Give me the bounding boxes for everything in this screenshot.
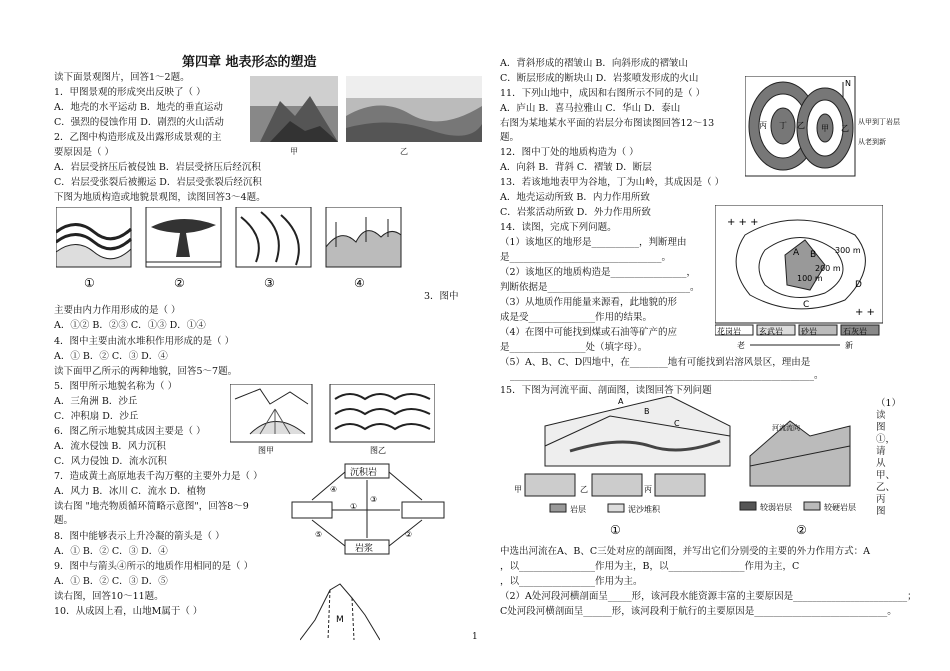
text-line: 是________________处（填字母）。 — [500, 342, 648, 353]
text-line: 1．甲图景观的形成突出反映了（ ） — [54, 87, 206, 98]
text-line: 题。 — [54, 515, 74, 526]
fold-label: 甲 — [821, 124, 829, 133]
fold-layers-figure — [745, 76, 920, 180]
legend-label: 石灰岩 — [843, 327, 867, 336]
landscape-photos — [250, 76, 482, 156]
text-line: 11．下列山地中，成因和右图所示不同的是（ ） — [500, 88, 706, 99]
text-line: （3）从地质作用能量来源看，此地貌的形 — [500, 297, 678, 308]
fig-label-jia: 图甲 — [258, 446, 274, 455]
text-line: 10．从成因上看，山地M属于（ ） — [54, 606, 203, 617]
text-line: （2）该地区的地质构造是________________， — [500, 267, 697, 278]
north-label: N — [845, 79, 851, 88]
fold-caption: 从老到新 — [858, 138, 886, 146]
contour-label: 200 m — [815, 264, 841, 273]
text-line: A．地壳运动所致 B．内力作用所致 — [500, 192, 650, 203]
text-line: 6．图乙所示地貌其成因主要是（ ） — [54, 426, 206, 437]
river-point: A — [618, 397, 624, 406]
text-line: 下图为地质构造或地貌景观图，读图回答3～4题。 — [54, 192, 266, 203]
fold-label: 乙 — [841, 124, 849, 133]
text-line: A．流水侵蚀 B．风力沉积 — [54, 441, 166, 452]
text-line: A．庐山 B．喜马拉雅山 C．华山 D．泰山 — [500, 103, 681, 114]
text-line: 中选出河流在A、B、C三处对应的剖面图，并写出它们分别受的主要的外力作用方式：A — [500, 546, 870, 557]
text-line: A．向斜 B．背斜 C．褶皱 D．断层 — [500, 162, 652, 173]
cycle-sedimentary: 沉积岩 — [350, 468, 378, 478]
text-line: C．冲积扇 D．沙丘 — [54, 411, 139, 422]
svg-text:+ +: + + — [855, 307, 875, 318]
page-title: 第四章 地表形态的塑造 — [182, 55, 317, 70]
map-letter: C — [803, 300, 810, 310]
text-line-vertical: （1）读图①，请从甲、乙、丙图 — [876, 398, 902, 517]
axis-label: 新 — [845, 341, 853, 350]
text-line: C．岩层受张裂后被搬运 D．岩层受张裂后经沉积 — [54, 177, 262, 188]
text-line: C．断层形成的断块山 D．岩浆喷发形成的火山 — [500, 73, 699, 84]
text-line: 15．下图为河流平面、剖面图，读图回答下列问题 — [500, 385, 712, 396]
river-point: C — [674, 419, 680, 428]
rock-cycle-diagram — [290, 462, 460, 557]
circled-2: ② — [174, 276, 185, 290]
text-line: C．岩浆活动所致 D．外力作用所致 — [500, 207, 651, 218]
river-figure — [510, 396, 872, 542]
arrow-num: ④ — [330, 485, 338, 494]
text-line: （1）该地区的地形是__________，判断理由 — [500, 237, 687, 248]
text-line: A．风力 B．冰川 C．流水 D．植物 — [54, 486, 206, 497]
mountain-label: M — [336, 615, 344, 625]
text-line: 判断依据是______________________________。 — [500, 282, 700, 293]
text-line: 是________________________________。 — [500, 252, 672, 263]
legend-label: 岩层 — [570, 505, 586, 514]
figure-number: ① — [610, 523, 621, 537]
structure-figures — [56, 207, 406, 295]
text-line: 成是受______________作用的结果。 — [500, 312, 653, 323]
legend-label: 砂岩 — [801, 327, 817, 336]
arrow-num: ⑤ — [315, 530, 323, 539]
contour-label: 300 m — [835, 246, 861, 255]
fold-label: 丁 — [779, 121, 787, 130]
text-line: ________________________________________________________________。 — [510, 370, 824, 381]
text-line: A．① B．② C．③ D．④ — [54, 351, 168, 362]
map-letter: A — [793, 248, 800, 258]
text-line: 12．图中丁处的地质构造为（ ） — [500, 147, 639, 158]
arrow-num: ③ — [370, 495, 378, 504]
text-line: （2）A处河段河横剖面呈_____形，该河段水能资源丰富的主要原因是________________________； — [500, 591, 917, 602]
map-letter: B — [810, 250, 817, 260]
text-line: C．风力侵蚀 D．流水沉积 — [54, 456, 167, 467]
text-line: A．地壳的水平运动 B．地壳的垂直运动 — [54, 102, 223, 113]
text-line: ，以________________作用为主。 — [500, 576, 643, 587]
section-label: 丙 — [644, 485, 652, 494]
text-line: 8．图中能够表示上升冷凝的箭头是（ ） — [54, 531, 225, 542]
legend-label: 较硬岩层 — [824, 503, 856, 512]
river-point: B — [644, 407, 650, 416]
text-line: 读右图 "地壳物质循环简略示意图"，回答8～9 — [54, 501, 249, 512]
contour-label: 100 m — [797, 274, 823, 283]
text-line: 5．图甲所示地貌名称为（ ） — [54, 381, 178, 392]
legend-label: 玄武岩 — [759, 327, 783, 336]
text-line: A．背斜形成的褶皱山 B．向斜形成的褶皱山 — [500, 58, 688, 69]
text-line: 右图为某地某水平面的岩层分布图读图回答12～13 — [500, 118, 715, 129]
arrow-num: ① — [350, 502, 358, 511]
text-line: （5）A、B、C、D四地中，在________地有可能找到岩溶风景区，理由是 — [500, 357, 811, 368]
circled-1: ① — [84, 276, 95, 290]
map-letter: D — [855, 280, 862, 290]
legend-label: 花岗岩 — [717, 327, 741, 336]
text-line: A．岩层受挤压后被侵蚀 B．岩层受挤压后经沉积 — [54, 162, 261, 173]
text-line: C处河段河横剖面呈______形，该河段利于航行的主要原因是____________________________。 — [500, 606, 897, 617]
photo-label-jia: 甲 — [290, 147, 298, 156]
legend-label: 泥沙堆积 — [628, 505, 660, 514]
text-line: 读下面甲乙所示的两种地貌，回答5～7题。 — [54, 366, 238, 377]
text-line: 14．读图，完成下列问题。 — [500, 222, 617, 233]
text-line: A．三角洲 B．沙丘 — [54, 396, 138, 407]
text-line: A．① B．② C．③ D．⑤ — [54, 576, 168, 587]
text-line: 2．乙图中构造形成及出露形成景观的主 — [54, 132, 222, 143]
landform-figures — [230, 384, 435, 456]
text-line: 13．若该地地表甲为谷地，丁为山岭，其成因是（ ） — [500, 177, 725, 188]
text-line: 3．图中 — [424, 291, 459, 302]
text-line: A．① B．② C．③ D．④ — [54, 546, 168, 557]
fold-caption: 从甲到丁岩层 — [858, 118, 900, 126]
photo-label-yi: 乙 — [400, 147, 408, 156]
text-line: 4．图中主要由流水堆积作用形成的是（ ） — [54, 336, 235, 347]
circled-3: ③ — [264, 276, 275, 290]
geology-map — [715, 205, 883, 355]
text-line: ，以________________作用为主，B，以________________作用为主，C — [500, 561, 800, 572]
cycle-magma: 岩浆 — [355, 544, 374, 554]
axis-label: 老 — [737, 341, 745, 350]
text-line: C．强烈的侵蚀作用 D．剧烈的火山活动 — [54, 117, 224, 128]
text-line: A．①② B．②③ C．①③ D．①④ — [54, 320, 206, 331]
text-line: （4）在图中可能找到煤或石油等矿产的应 — [500, 327, 678, 338]
fig-label-yi: 图乙 — [370, 446, 386, 455]
text-line: 9．图中与箭头④所示的地质作用相同的是（ ） — [54, 561, 254, 572]
text-line: 读下面景观图片，回答1～2题。 — [54, 72, 190, 83]
text-line: 要原因是（ ） — [54, 147, 115, 158]
arrow-num: ② — [405, 530, 413, 539]
section-label: 甲 — [514, 485, 522, 494]
flow-label: 河流流向 — [772, 424, 800, 432]
text-line: 读右图，回答10～11题。 — [54, 591, 164, 602]
legend-label: 较弱岩层 — [760, 503, 792, 512]
figure-number: ② — [796, 523, 807, 537]
text-line: 7．造成黄土高原地表千沟万壑的主要外力是（ ） — [54, 471, 263, 482]
mountain-figure — [300, 580, 380, 642]
fold-label: 丙 — [759, 121, 767, 130]
page-number: 1 — [472, 632, 478, 642]
svg-text:+ + +: + + + — [727, 217, 759, 228]
circled-4: ④ — [354, 276, 365, 290]
fold-label: 乙 — [797, 121, 805, 130]
text-line: 题。 — [500, 132, 520, 143]
text-line: 主要由内力作用形成的是（ ） — [54, 305, 181, 316]
section-label: 乙 — [580, 485, 588, 494]
